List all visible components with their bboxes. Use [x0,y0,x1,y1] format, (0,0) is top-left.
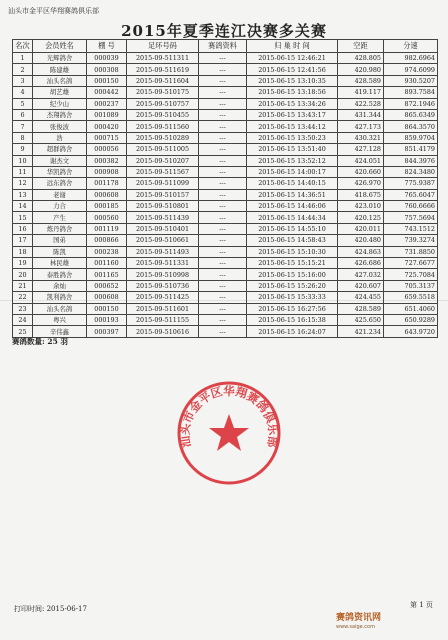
pigeon-info-cell: --- [199,314,247,325]
speed-cell: 739.3274 [384,235,438,246]
member-name-cell: 老谢 [33,189,87,200]
table-row [13,235,438,246]
table-row [13,292,438,303]
rank-cell: 1 [13,53,33,64]
table-row [13,87,438,98]
arrival-time-cell: 2015-06-15 12:41:56 [247,64,338,75]
table-row [13,53,438,64]
distance-cell: 420.980 [338,64,384,75]
speed-cell: 659.5518 [384,292,438,303]
results-table [12,39,438,338]
member-name-cell: 汕头名鸽 [33,75,87,86]
print-date: 打印时间: 2015-06-17 [14,605,87,613]
rank-cell: 9 [13,144,33,155]
distance-cell: 418.675 [338,189,384,200]
pigeon-info-cell: --- [199,303,247,314]
ring-number-cell: 2015-09-510801 [127,201,199,212]
ring-number-cell: 2015-09-511560 [127,121,199,132]
loft-id-cell: 000560 [87,212,127,223]
member-name-cell: 陈凯 [33,246,87,257]
table-row [13,121,438,132]
member-name-cell: 凯利鸽舍 [33,292,87,303]
rank-cell: 7 [13,121,33,132]
member-name-cell: 国弟 [33,235,87,246]
member-name-cell: 谢杰文 [33,155,87,166]
ring-number-cell: 2015-09-511567 [127,166,199,177]
ring-number-cell: 2015-09-510207 [127,155,199,166]
loft-id-cell: 001165 [87,269,127,280]
arrival-time-cell: 2015-06-15 13:18:56 [247,87,338,98]
distance-cell: 428.805 [338,53,384,64]
loft-id-cell: 001089 [87,109,127,120]
distance-cell: 419.117 [338,87,384,98]
column-header: 会员姓名 [33,40,87,53]
rank-cell: 10 [13,155,33,166]
page-number: 第 1 页 [410,601,433,609]
loft-id-cell: 000397 [87,326,127,337]
club-seal-stamp [174,378,284,488]
ring-number-cell: 2015-09-511311 [127,53,199,64]
table-row [13,201,438,212]
rank-cell: 25 [13,326,33,337]
pigeon-info-cell: --- [199,64,247,75]
table-row [13,303,438,314]
column-header: 空距 [338,40,384,53]
pigeon-info-cell: --- [199,258,247,269]
distance-cell: 420.011 [338,223,384,234]
loft-id-cell: 001178 [87,178,127,189]
speed-cell: 760.6666 [384,201,438,212]
rank-cell: 21 [13,280,33,291]
rank-cell: 23 [13,303,33,314]
rank-cell: 13 [13,189,33,200]
speed-cell: 982.6964 [384,53,438,64]
rank-cell: 18 [13,246,33,257]
pigeon-info-cell: --- [199,155,247,166]
pigeon-info-cell: --- [199,98,247,109]
member-name-cell: 陈建雄 [33,64,87,75]
arrival-time-cell: 2015-06-15 14:58:43 [247,235,338,246]
table-row [13,155,438,166]
rank-cell: 20 [13,269,33,280]
ring-number-cell: 2015-09-510757 [127,98,199,109]
speed-cell: 859.9704 [384,132,438,143]
ring-number-cell: 2015-09-510736 [127,280,199,291]
speed-cell: 705.3137 [384,280,438,291]
member-name-cell: 浩 [33,132,87,143]
arrival-time-cell: 2015-06-15 15:16:00 [247,269,338,280]
loft-id-cell: 000150 [87,303,127,314]
distance-cell: 426.970 [338,178,384,189]
distance-cell: 428.589 [338,75,384,86]
ring-number-cell: 2015-09-511425 [127,292,199,303]
distance-cell: 420.480 [338,235,384,246]
ring-number-cell: 2015-09-510175 [127,87,199,98]
column-header: 棚 号 [87,40,127,53]
column-header: 足环号码 [127,40,199,53]
pigeon-info-cell: --- [199,53,247,64]
speed-cell: 824.3480 [384,166,438,177]
site-watermark [336,610,381,630]
member-name-cell: 张俊波 [33,121,87,132]
loft-id-cell: 000150 [87,75,127,86]
rank-cell: 3 [13,75,33,86]
pigeon-info-cell: --- [199,235,247,246]
speed-cell: 731.8850 [384,246,438,257]
distance-cell: 424.051 [338,155,384,166]
rank-cell: 8 [13,132,33,143]
pigeon-info-cell: --- [199,246,247,257]
speed-cell: 893.7584 [384,87,438,98]
speed-cell: 775.9387 [384,178,438,189]
table-row [13,223,438,234]
speed-cell: 865.6349 [384,109,438,120]
club-name: 汕头市金平区华翔赛鸽俱乐部 [8,7,99,15]
table-row [13,269,438,280]
loft-id-cell: 001119 [87,223,127,234]
distance-cell: 424.863 [338,246,384,257]
table-row [13,212,438,223]
distance-cell: 428.589 [338,303,384,314]
distance-cell: 427.032 [338,269,384,280]
pigeon-info-cell: --- [199,201,247,212]
column-header: 归 巢 时 间 [247,40,338,53]
loft-id-cell: 000866 [87,235,127,246]
arrival-time-cell: 2015-06-15 16:24:07 [247,326,338,337]
ring-number-cell: 2015-09-511331 [127,258,199,269]
speed-cell: 757.5694 [384,212,438,223]
arrival-time-cell: 2015-06-15 15:33:33 [247,292,338,303]
ring-number-cell: 2015-09-511619 [127,64,199,75]
member-name-cell: 余灿 [33,280,87,291]
loft-id-cell: 000308 [87,64,127,75]
ring-number-cell: 2015-09-510157 [127,189,199,200]
table-row [13,144,438,155]
speed-cell: 930.5207 [384,75,438,86]
loft-id-cell: 000382 [87,155,127,166]
ring-number-cell: 2015-09-511155 [127,314,199,325]
ring-number-cell: 2015-09-510661 [127,235,199,246]
member-name-cell: 华凯鸽舍 [33,166,87,177]
speed-cell: 765.6047 [384,189,438,200]
rank-cell: 2 [13,64,33,75]
table-row [13,326,438,337]
table-row [13,75,438,86]
pigeon-info-cell: --- [199,269,247,280]
distance-cell: 426.686 [338,258,384,269]
arrival-time-cell: 2015-06-15 15:15:21 [247,258,338,269]
distance-cell: 431.344 [338,109,384,120]
distance-cell: 424.455 [338,292,384,303]
loft-id-cell: 000608 [87,189,127,200]
arrival-time-cell: 2015-06-15 15:26:20 [247,280,338,291]
ring-number-cell: 2015-09-510289 [127,132,199,143]
speed-cell: 872.1946 [384,98,438,109]
speed-cell: 725.7084 [384,269,438,280]
arrival-time-cell: 2015-06-15 13:43:17 [247,109,338,120]
arrival-time-cell: 2015-06-15 13:34:26 [247,98,338,109]
loft-id-cell: 000420 [87,121,127,132]
speed-cell: 643.9720 [384,326,438,337]
ring-number-cell: 2015-09-511099 [127,178,199,189]
rank-cell: 5 [13,98,33,109]
rank-cell: 19 [13,258,33,269]
speed-cell: 651.4060 [384,303,438,314]
member-name-cell: 汕头名鸽 [33,303,87,314]
loft-id-cell: 000185 [87,201,127,212]
arrival-time-cell: 2015-06-15 14:44:34 [247,212,338,223]
loft-id-cell: 001160 [87,258,127,269]
pigeon-info-cell: --- [199,121,247,132]
watermark-logo-text: 赛鸽资讯网 [336,613,382,623]
pigeon-info-cell: --- [199,109,247,120]
loft-id-cell: 000908 [87,166,127,177]
member-name-cell: 光辉鸽舍 [33,53,87,64]
member-name-cell: 泰胜鸽舍 [33,269,87,280]
page-title: 2015年夏季连江决赛多关赛 [121,22,327,40]
table-row [13,258,438,269]
member-name-cell: 辛伟鑫 [33,326,87,337]
column-header: 分速 [384,40,438,53]
ring-number-cell: 2015-09-511439 [127,212,199,223]
distance-cell: 427.173 [338,121,384,132]
rank-cell: 6 [13,109,33,120]
rank-cell: 4 [13,87,33,98]
distance-cell: 427.128 [338,144,384,155]
member-name-cell: 林民雄 [33,258,87,269]
stamp-text: 汕头市金平区华翔赛鸽俱乐部 [177,383,281,449]
pigeon-info-cell: --- [199,144,247,155]
watermark-url: www.saige.com [336,624,375,630]
rank-cell: 22 [13,292,33,303]
arrival-time-cell: 2015-06-15 16:15:38 [247,314,338,325]
distance-cell: 422.528 [338,98,384,109]
arrival-time-cell: 2015-06-15 15:10:30 [247,246,338,257]
member-name-cell: 炼丹鸽舍 [33,223,87,234]
rank-cell: 24 [13,314,33,325]
member-name-cell: 产生 [33,212,87,223]
ring-number-cell: 2015-09-510616 [127,326,199,337]
table-header-row [13,40,438,53]
pigeon-info-cell: --- [199,132,247,143]
pigeon-info-cell: --- [199,326,247,337]
arrival-time-cell: 2015-06-15 14:55:10 [247,223,338,234]
arrival-time-cell: 2015-06-15 13:52:12 [247,155,338,166]
pigeon-info-cell: --- [199,292,247,303]
table-row [13,109,438,120]
rank-cell: 11 [13,166,33,177]
ring-number-cell: 2015-09-511005 [127,144,199,155]
distance-cell: 421.234 [338,326,384,337]
arrival-time-cell: 2015-06-15 16:27:56 [247,303,338,314]
loft-id-cell: 000442 [87,87,127,98]
pigeon-info-cell: --- [199,178,247,189]
loft-id-cell: 000652 [87,280,127,291]
ring-number-cell: 2015-09-510998 [127,269,199,280]
speed-cell: 844.3976 [384,155,438,166]
member-name-cell: 超群鸽舍 [33,144,87,155]
distance-cell: 425.650 [338,314,384,325]
arrival-time-cell: 2015-06-15 14:36:51 [247,189,338,200]
arrival-time-cell: 2015-06-15 13:10:35 [247,75,338,86]
speed-cell: 851.4179 [384,144,438,155]
table-row [13,178,438,189]
arrival-time-cell: 2015-06-15 12:46:21 [247,53,338,64]
arrival-time-cell: 2015-06-15 14:46:06 [247,201,338,212]
table-row [13,314,438,325]
loft-id-cell: 000193 [87,314,127,325]
pigeon-info-cell: --- [199,87,247,98]
loft-id-cell: 000238 [87,246,127,257]
pigeon-count: 赛鸽数量: 25 羽 [12,337,68,346]
rank-cell: 12 [13,178,33,189]
ring-number-cell: 2015-09-510455 [127,109,199,120]
distance-cell: 420.125 [338,212,384,223]
arrival-time-cell: 2015-06-15 13:51:40 [247,144,338,155]
member-name-cell: 远东鸽舍 [33,178,87,189]
member-name-cell: 胡艺雄 [33,87,87,98]
loft-id-cell: 000715 [87,132,127,143]
table-row [13,64,438,75]
rank-cell: 15 [13,212,33,223]
member-name-cell: 纪少山 [33,98,87,109]
speed-cell: 650.9289 [384,314,438,325]
distance-cell: 420.660 [338,166,384,177]
table-row [13,189,438,200]
ring-number-cell: 2015-09-511604 [127,75,199,86]
pigeon-info-cell: --- [199,189,247,200]
ring-number-cell: 2015-09-511601 [127,303,199,314]
rank-cell: 17 [13,235,33,246]
member-name-cell: 力合 [33,201,87,212]
loft-id-cell: 000237 [87,98,127,109]
table-row [13,280,438,291]
rank-cell: 16 [13,223,33,234]
speed-cell: 727.6677 [384,258,438,269]
pigeon-info-cell: --- [199,75,247,86]
column-header: 赛鸽资料 [199,40,247,53]
loft-id-cell: 000608 [87,292,127,303]
column-header: 名次 [13,40,33,53]
table-row [13,166,438,177]
arrival-time-cell: 2015-06-15 14:00:17 [247,166,338,177]
table-body [13,53,438,338]
loft-id-cell: 000056 [87,144,127,155]
distance-cell: 423.010 [338,201,384,212]
ring-number-cell: 2015-09-510401 [127,223,199,234]
pigeon-info-cell: --- [199,223,247,234]
member-name-cell: 杰翔鸽舍 [33,109,87,120]
table-row [13,246,438,257]
speed-cell: 974.6099 [384,64,438,75]
speed-cell: 743.1512 [384,223,438,234]
member-name-cell: 粤兴 [33,314,87,325]
pigeon-info-cell: --- [199,280,247,291]
pigeon-info-cell: --- [199,166,247,177]
table-row [13,98,438,109]
arrival-time-cell: 2015-06-15 13:50:23 [247,132,338,143]
arrival-time-cell: 2015-06-15 13:44:12 [247,121,338,132]
rank-cell: 14 [13,201,33,212]
table-row [13,132,438,143]
distance-cell: 430.321 [338,132,384,143]
ring-number-cell: 2015-09-511493 [127,246,199,257]
pigeon-info-cell: --- [199,212,247,223]
distance-cell: 420.607 [338,280,384,291]
speed-cell: 864.3570 [384,121,438,132]
arrival-time-cell: 2015-06-15 14:40:15 [247,178,338,189]
loft-id-cell: 000039 [87,53,127,64]
